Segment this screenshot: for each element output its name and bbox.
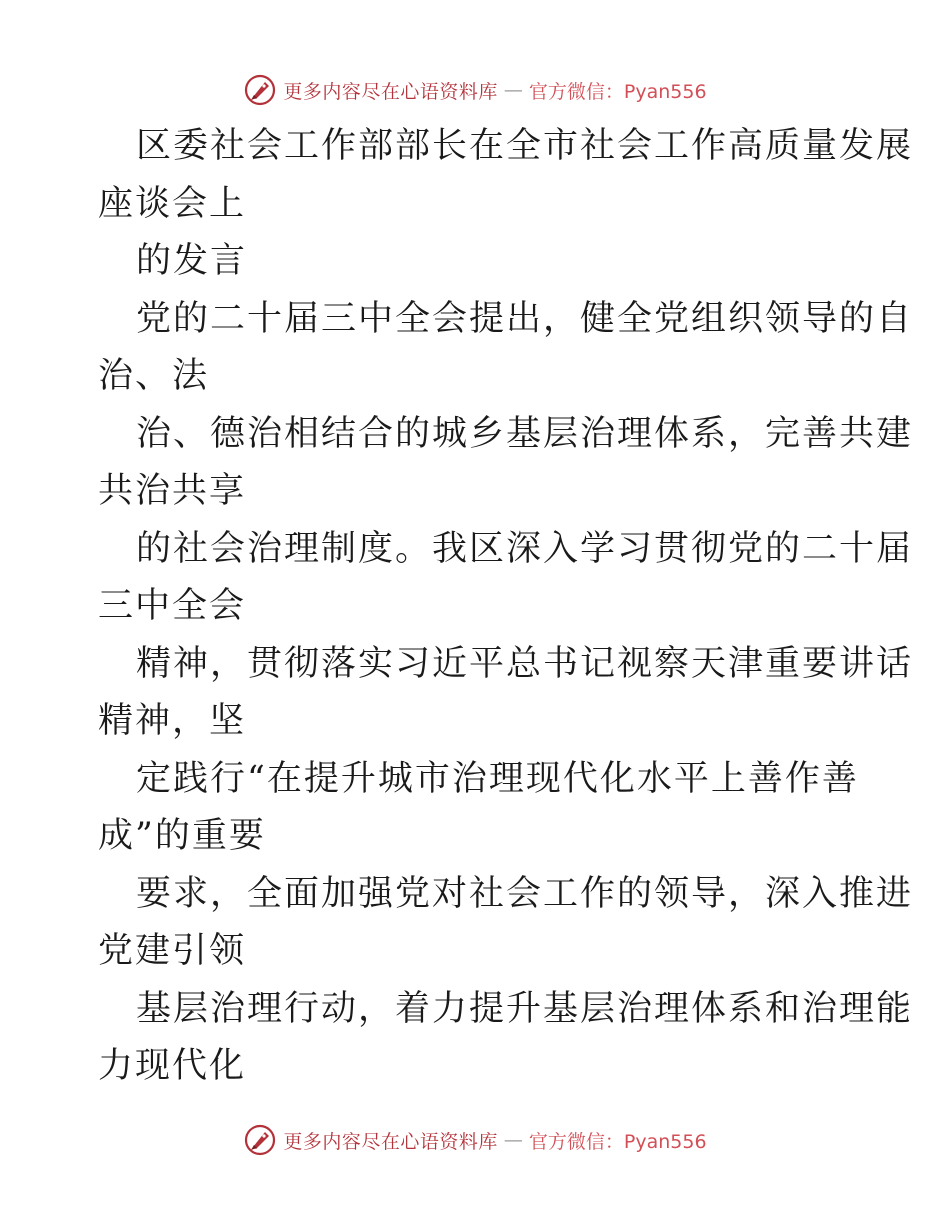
paragraph-line: 基层治理行动，着力提升基层治理体系和治理能	[136, 988, 914, 1029]
paragraph-line: 党的二十届三中全会提出，健全党组织领导的自	[136, 298, 914, 339]
paragraph-line: 三中全会	[98, 586, 247, 626]
title-line-3: 的发言	[136, 241, 248, 281]
paragraph-line: 共治共享	[98, 471, 247, 511]
paragraph-line: 定践行“在提升城市治理现代化水平上善作善	[136, 758, 859, 799]
paragraph-line: 治、法	[98, 356, 210, 396]
header-banner	[0, 70, 950, 110]
title-line-1: 区委社会工作部部长在全市社会工作高质量发展	[136, 126, 914, 166]
paragraph-line: 精神，贯彻落实习近平总书记视察天津重要讲话	[136, 643, 914, 684]
title-line-2: 座谈会上	[98, 183, 247, 224]
banner-text: 更多内容尽在心语资料库	[283, 1130, 498, 1153]
paragraph-line: 的社会治理制度。我区深入学习贯彻党的二十届	[136, 528, 914, 569]
paragraph-line: 党建引领	[98, 931, 247, 971]
pen-nib-logo-icon	[243, 73, 277, 107]
document-body	[98, 118, 914, 1096]
paragraph-line: 要求，全面加强党对社会工作的领导，深入推进	[136, 873, 914, 914]
paragraph-line: 成”的重要	[98, 816, 266, 856]
banner-separator: —	[503, 79, 523, 101]
paragraph-line: 力现代化	[98, 1046, 247, 1086]
banner-wechat: 官方微信：Pyan556	[528, 1130, 707, 1153]
banner-separator: —	[503, 1129, 523, 1151]
pen-nib-logo-icon	[243, 1123, 277, 1157]
banner-text: 更多内容尽在心语资料库	[283, 80, 498, 103]
paragraph-line: 精神，坚	[98, 701, 247, 741]
footer-banner	[0, 1120, 950, 1160]
banner-wechat: 官方微信：Pyan556	[528, 80, 707, 103]
paragraph-line: 治、德治相结合的城乡基层治理体系，完善共建	[136, 413, 914, 454]
